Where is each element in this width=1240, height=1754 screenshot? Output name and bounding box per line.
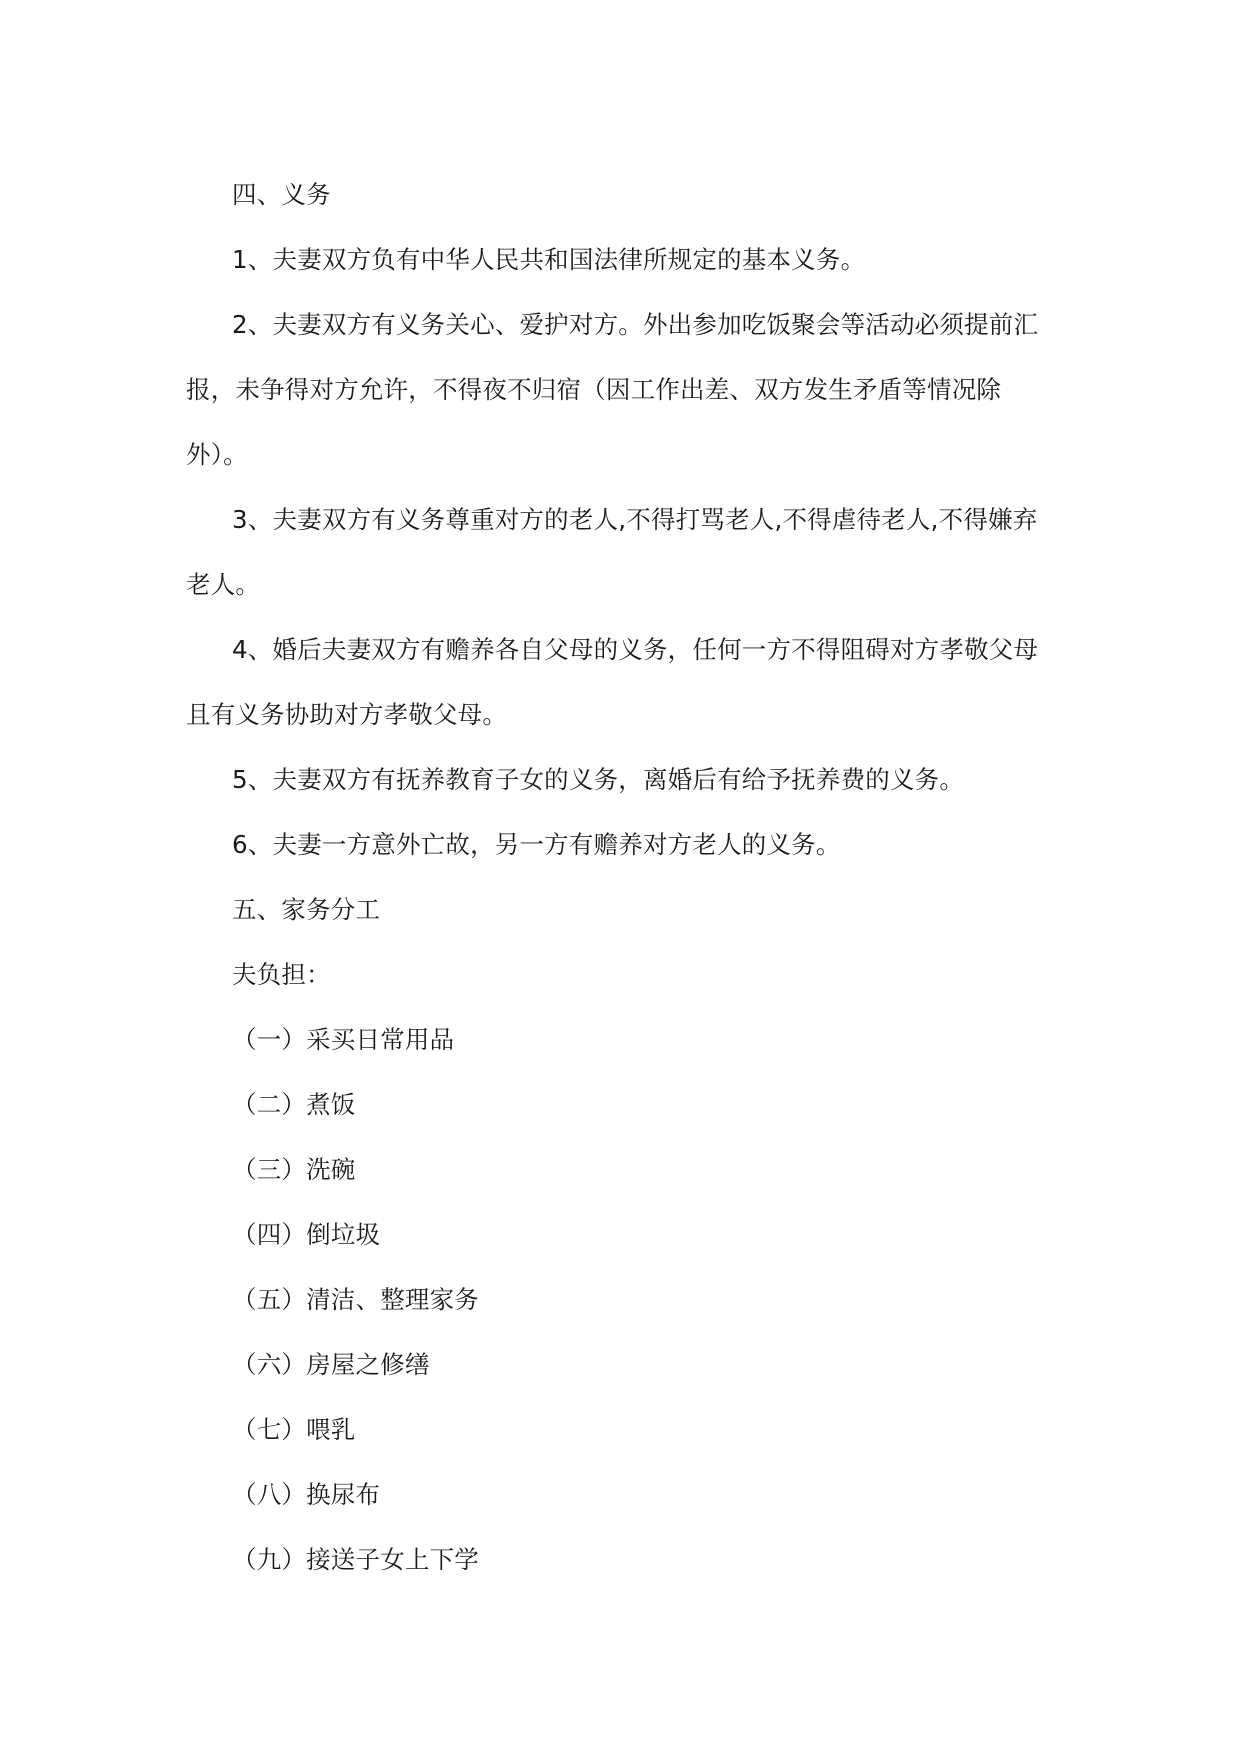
obligation-item-2 [186,292,1054,487]
obligation-item-5 [186,747,1054,812]
chore-item: （一）采买日常用品 [232,1025,455,1054]
paragraph-line: 报，未争得对方允许，不得夜不归宿（因工作出差、双方发生矛盾等情况除 [186,375,1002,404]
paragraph-line: 6、夫妻一方意外亡故，另一方有赡养对方老人的义务。 [232,830,841,859]
chore-item: （三）洗碗 [232,1155,356,1184]
chore-item: （五）清洁、整理家务 [232,1285,479,1314]
chore-item: （六）房屋之修缮 [232,1350,430,1379]
paragraph-line: 老人。 [186,570,261,599]
paragraph-line: 外）。 [186,440,248,469]
paragraph-line: 1、夫妻双方负有中华人民共和国法律所规定的基本义务。 [232,245,866,274]
chore-list [186,1007,1054,1592]
chore-item: （二）煮饭 [232,1090,356,1119]
obligation-item-4 [186,617,1054,747]
husband-duties-label: 夫负担： [232,960,331,989]
chore-item: （四）倒垃圾 [232,1220,381,1249]
chore-item: （八）换尿布 [232,1480,381,1509]
obligation-item-1 [186,227,1054,292]
obligation-item-6 [186,812,1054,877]
paragraph-line: 3、夫妻双方有义务尊重对方的老人,不得打骂老人,不得虐待老人,不得嫌弃 [232,505,1038,534]
paragraph-line: 4、婚后夫妻双方有赡养各自父母的义务，任何一方不得阻碍对方孝敬父母 [232,635,1039,664]
paragraph-line: 5、夫妻双方有抚养教育子女的义务，离婚后有给予抚养费的义务。 [232,765,965,794]
section-5-heading: 五、家务分工 [232,895,381,924]
chore-item: （九）接送子女上下学 [232,1545,479,1574]
document-body [186,162,1054,1592]
obligation-item-3 [186,487,1054,617]
section-4-heading: 四、义务 [232,180,331,209]
paragraph-line: 2、夫妻双方有义务关心、爱护对方。外出参加吃饭聚会等活动必须提前汇 [232,310,1039,339]
chore-item: （七）喂乳 [232,1415,356,1444]
paragraph-line: 且有义务协助对方孝敬父母。 [186,700,508,729]
